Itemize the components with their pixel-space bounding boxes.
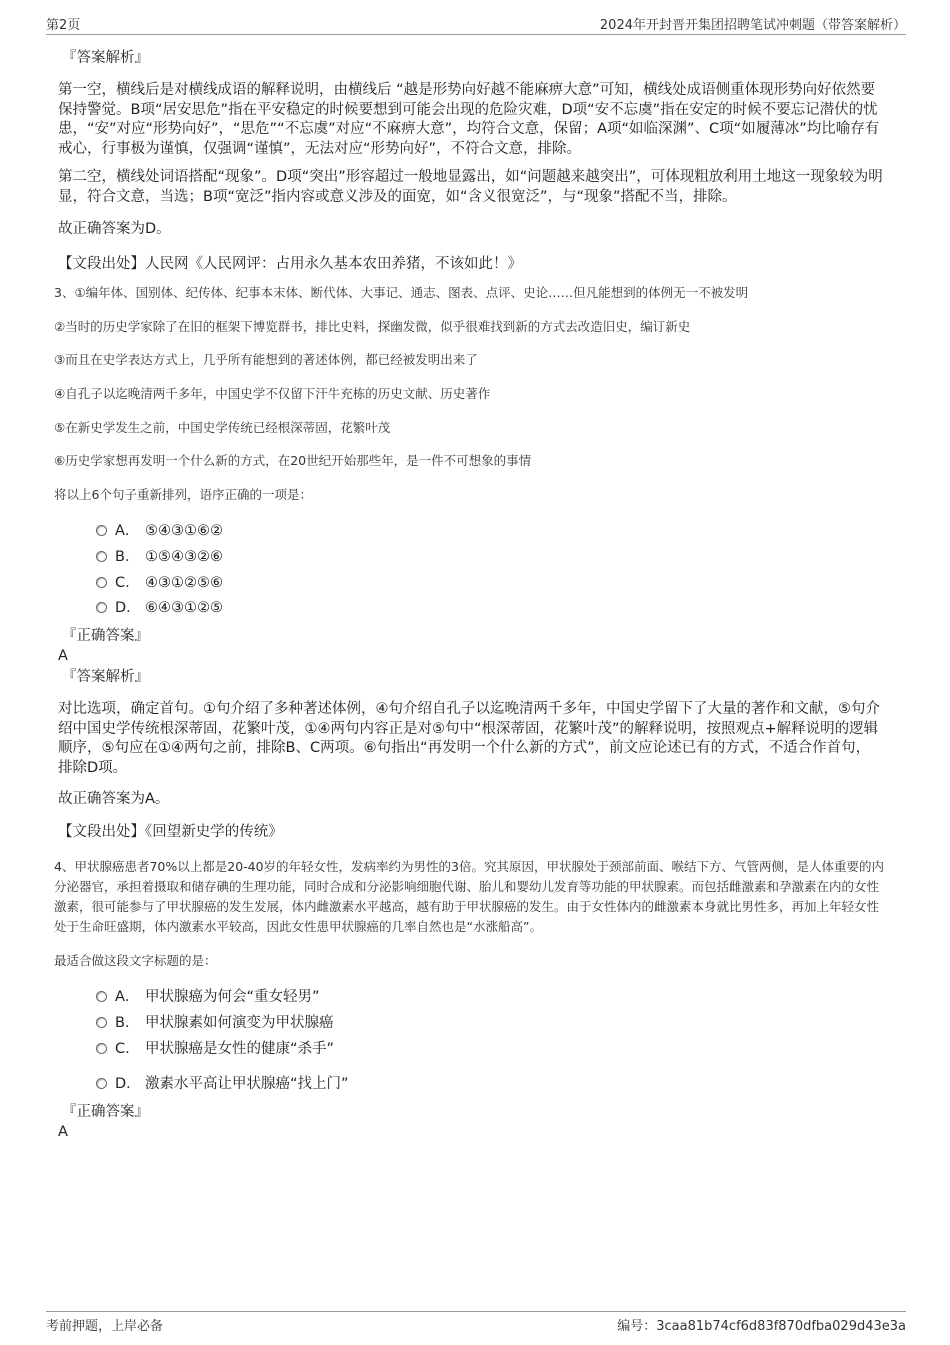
q3-sentence-1: 3、①编年体、国别体、纪传体、纪事本末体、断代体、大事记、通志、图表、点评、史论……但凡能想到的体例无一不被发明 — [54, 285, 749, 300]
q3-option-d[interactable]: D． ⑥④③①②⑤ — [96, 598, 223, 618]
q3-sentence-5: ⑤在新史学发生之前，中国史学传统已经根深蒂固，花繁叶茂 — [54, 420, 391, 435]
q3-prompt: 将以上6个句子重新排列，语序正确的一项是： — [54, 487, 312, 502]
q3-analysis: 对比选项，确定首句。①句介绍了多种著述体例，④句介绍自孔子以迄晚清两千多年，中国史学留下了大量的著作和文献，⑤句介绍中国史学传统根深蒂固，花繁叶茂，①④两句内容正是对⑤句中“根深蒂固，花繁叶茂”的解释说明，按照观点+解释说明的逻辑顺序，⑤句应在①④两句之前，排除B、C两项。⑥句指出“再发明一个什么新的方式”，前文应论述已有的方式，不适合作首句，排除D项。 — [58, 701, 880, 776]
q3-option-c[interactable]: C． ④③①②⑤⑥ — [96, 573, 223, 593]
q4-option-b[interactable]: B． 甲状腺素如何演变为甲状腺癌 — [96, 1013, 334, 1033]
document-title: 2024年开封晋开集团招聘笔试冲刺题（带答案解析） — [599, 18, 906, 33]
radio-icon[interactable] — [96, 1078, 107, 1089]
q4-option-c[interactable]: C． 甲状腺癌是女性的健康“杀手” — [96, 1039, 334, 1059]
q4-stem: 4、甲状腺癌患者70%以上都是20-40岁的年轻女性，发病率约为男性的3倍。究其原因，甲状腺处于颈部前面、喉结下方、气管两侧，是人体重要的内分泌器官，承担着摄取和储存碘的生理功能，同时合成和分泌影响细胞代谢、胎儿和婴幼儿发育等功能的甲状腺素。而包括雌激素和孕激素在内的女性激素，很可能参与了甲状腺癌的发生发展，体内雌激素水平越高，越有助于甲状腺癌的发生。由于女性体内的雌激素本身就比男性多，再加上年轻女性处于生命旺盛期，体内激素水平较高，因此女性患甲状腺癌的几率自然也是“水涨船高”。 — [54, 859, 885, 934]
q3-option-b[interactable]: B． ①⑤④③②⑥ — [96, 547, 223, 567]
q3-sentence-6: ⑥历史学家想再发明一个什么新的方式，在20世纪开始那些年，是一件不可想象的事情 — [54, 453, 532, 468]
q3-sentence-4: ④自孔子以迄晚清两千多年，中国史学不仅留下汗牛充栋的历史文献、历史著作 — [54, 386, 491, 401]
q4-answer-label: 『正确答案』 — [62, 1104, 149, 1120]
q3-sentence-3: ③而且在史学表达方式上，几乎所有能想到的著述体例，都已经被发明出来了 — [54, 352, 478, 367]
q4-answer: A — [58, 1124, 68, 1140]
radio-icon[interactable] — [96, 991, 107, 1002]
radio-icon[interactable] — [96, 551, 107, 562]
page-number: 第2页 — [46, 18, 81, 33]
radio-icon[interactable] — [96, 602, 107, 613]
q3-source: 【文段出处】《回望新史学的传统》 — [58, 824, 283, 840]
radio-icon[interactable] — [96, 1043, 107, 1054]
q3-sentence-2: ②当时的历史学家除了在旧的框架下博览群书，排比史料，探幽发微，似乎很难找到新的方式去改造旧史，编订新史 — [54, 319, 691, 334]
q3-answer-label: 『正确答案』 — [62, 628, 149, 644]
page-footer — [46, 1311, 906, 1336]
q3-answer: A — [58, 648, 68, 664]
q2-analysis-para2: 第二空，横线处词语搭配“现象”。D项“突出”形容超过一般地显露出，如“问题越来越突出”，可体现粗放利用土地这一现象较为明显，符合文意，当选；B项“宽泛”指内容或意义涉及的面宽，如“含义很宽泛”，与“现象”搭配不当，排除。 — [58, 169, 883, 205]
q4-prompt: 最适合做这段文字标题的是： — [54, 953, 217, 968]
q3-conclusion: 故正确答案为A。 — [58, 791, 170, 807]
q4-option-a[interactable]: A． 甲状腺癌为何会“重女轻男” — [96, 987, 320, 1007]
q2-source: 【文段出处】人民网《人民网评：占用永久基本农田养猪，不该如此！》 — [58, 256, 522, 272]
q2-analysis-para1: 第一空，横线后是对横线成语的解释说明，由横线后 “越是形势向好越不能麻痹大意”可知，横线处成语侧重体现形势向好依然要保持警觉。B项“居安思危”指在平安稳定的时候要想到可能会出现的危险灾难，D项“安不忘虞”指在安定的时候不要忘记潜伏的忧患，“安”对应“形势向好”，“思危”“不忘虞”对应“不麻痹大意”，均符合文意，保留；A项“如临深渊”、C项“如履薄冰”均比喻存有戒心，行事极为谨慎，仅强调“谨慎”，无法对应“形势向好”，不符合文意，排除。 — [58, 82, 880, 157]
radio-icon[interactable] — [96, 577, 107, 588]
page-header — [46, 12, 906, 35]
radio-icon[interactable] — [96, 525, 107, 536]
q2-conclusion: 故正确答案为D。 — [58, 221, 171, 237]
q4-option-d[interactable]: D． 激素水平高让甲状腺癌“找上门” — [96, 1074, 349, 1094]
document-id: 编号：3caa81b74cf6d83f870dfba029d43e3a — [617, 1319, 906, 1334]
q2-analysis-label: 『答案解析』 — [62, 50, 149, 66]
q3-analysis-label: 『答案解析』 — [62, 669, 149, 685]
footer-slogan: 考前押题，上岸必备 — [46, 1319, 164, 1334]
q3-option-a[interactable]: A． ⑤④③①⑥② — [96, 521, 223, 541]
radio-icon[interactable] — [96, 1017, 107, 1028]
